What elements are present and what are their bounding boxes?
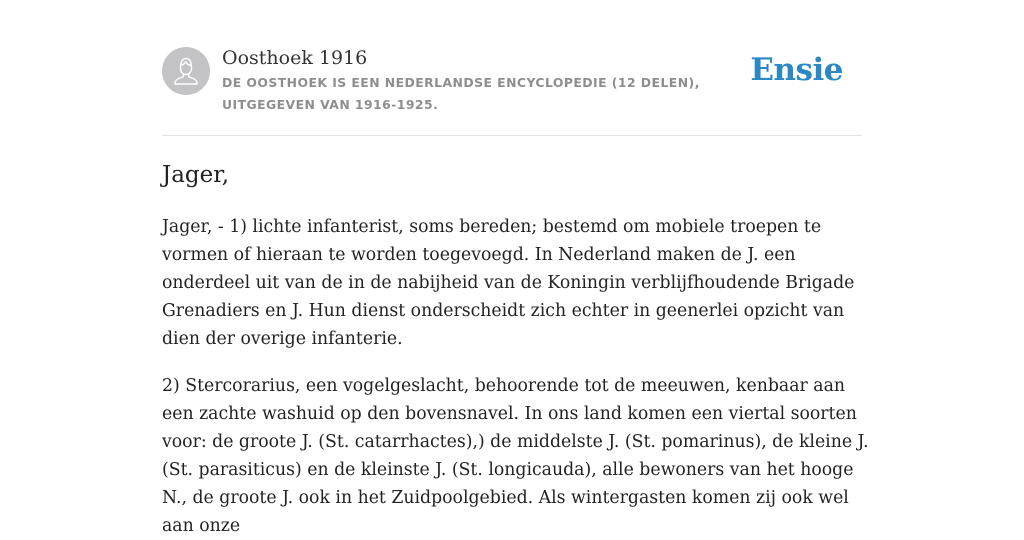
user-silhouette-icon xyxy=(162,47,210,95)
brand-logo[interactable]: Ensie xyxy=(750,52,843,88)
article xyxy=(162,158,870,540)
article-paragraph: 2) Stercorarius, een vogelgeslacht, behoorende tot de meeuwen, kenbaar aan een zachte washuid op den bovensnavel. In ons land komen een viertal soorten voor: de groote J. (St. catarrhactes),) de middelste J. (St. pomarinus), de kleine J. (St. parasiticus) en de kleinste J. (St. longicauda), alle bewoners van het hooge N., de groote J. ook in het Zuidpoolgebied. Als wintergasten komen zij ook wel aan onze xyxy=(162,376,869,536)
source-description: DE OOSTHOEK IS EEN NEDERLANDSE ENCYCLOPEDIE (12 DELEN), UITGEGEVEN VAN 1916-1925. xyxy=(222,75,700,112)
source-title[interactable]: Oosthoek 1916 xyxy=(222,47,368,69)
header-divider xyxy=(162,135,862,136)
article-paragraph: Jager, - 1) lichte infanterist, soms bereden; bestemd om mobiele troepen te vormen of hieraan te worden toegevoegd. In Nederland maken de J. een onderdeel uit van de in de nabijheid van de Koningin verblijfhoudende Brigade Grenadiers en J. Hun dienst onderscheidt zich echter in geenerlei opzicht van dien der overige infanterie. xyxy=(162,217,855,349)
source-header xyxy=(162,46,862,136)
source-avatar[interactable] xyxy=(162,47,210,95)
article-title: Jager, xyxy=(162,162,230,188)
